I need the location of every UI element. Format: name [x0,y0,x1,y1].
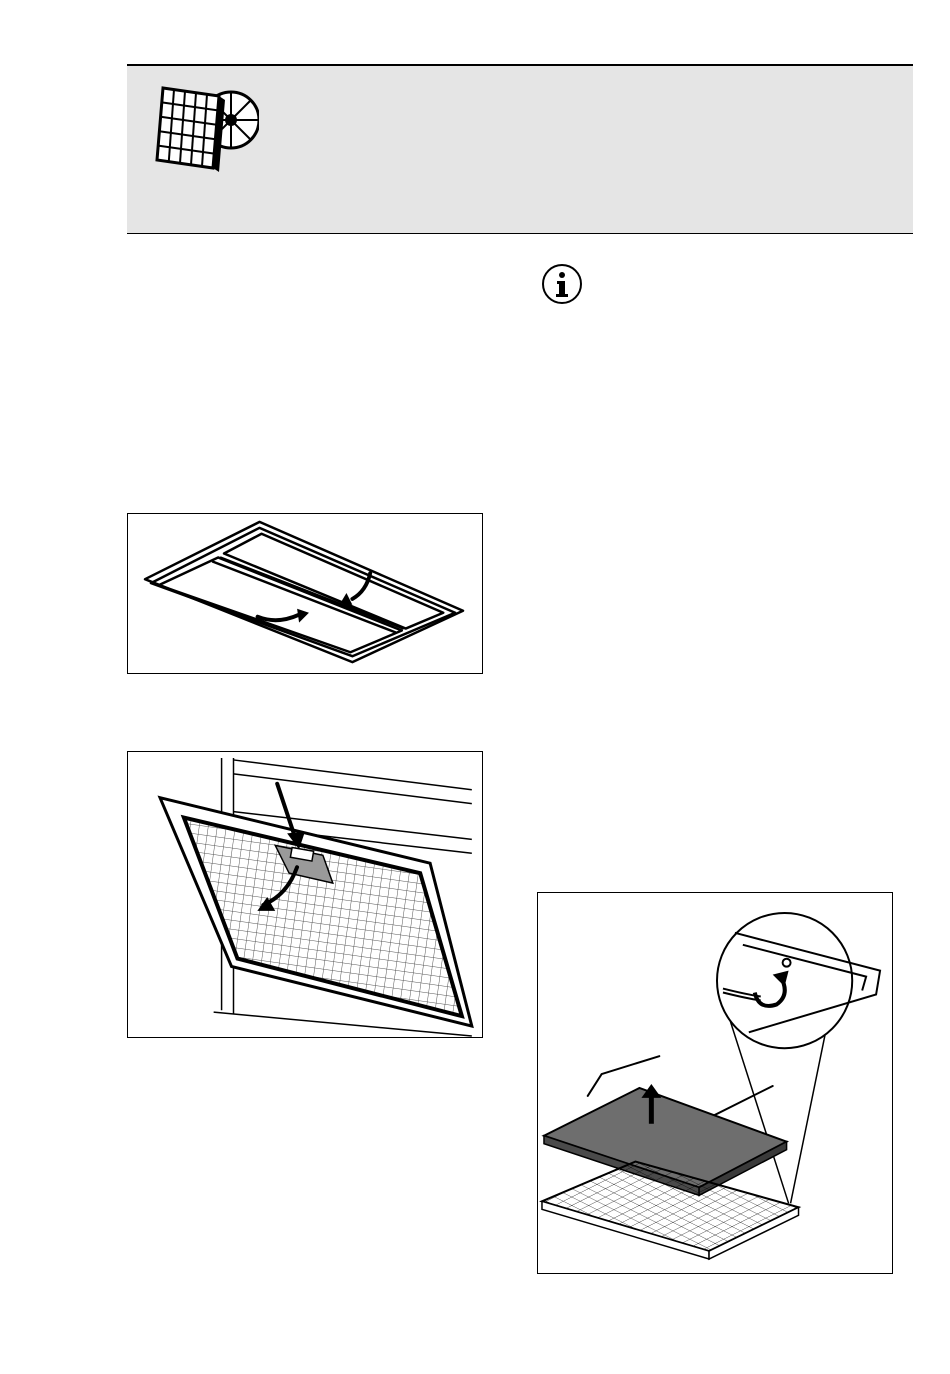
charcoal-filter-replacement-figure [537,892,893,1274]
filter-section-banner [127,64,913,234]
hood-underside-figure [127,513,483,674]
charcoal-filter-icon [155,80,259,176]
grease-filter-removal-figure [127,751,483,1038]
info-icon [541,263,583,305]
